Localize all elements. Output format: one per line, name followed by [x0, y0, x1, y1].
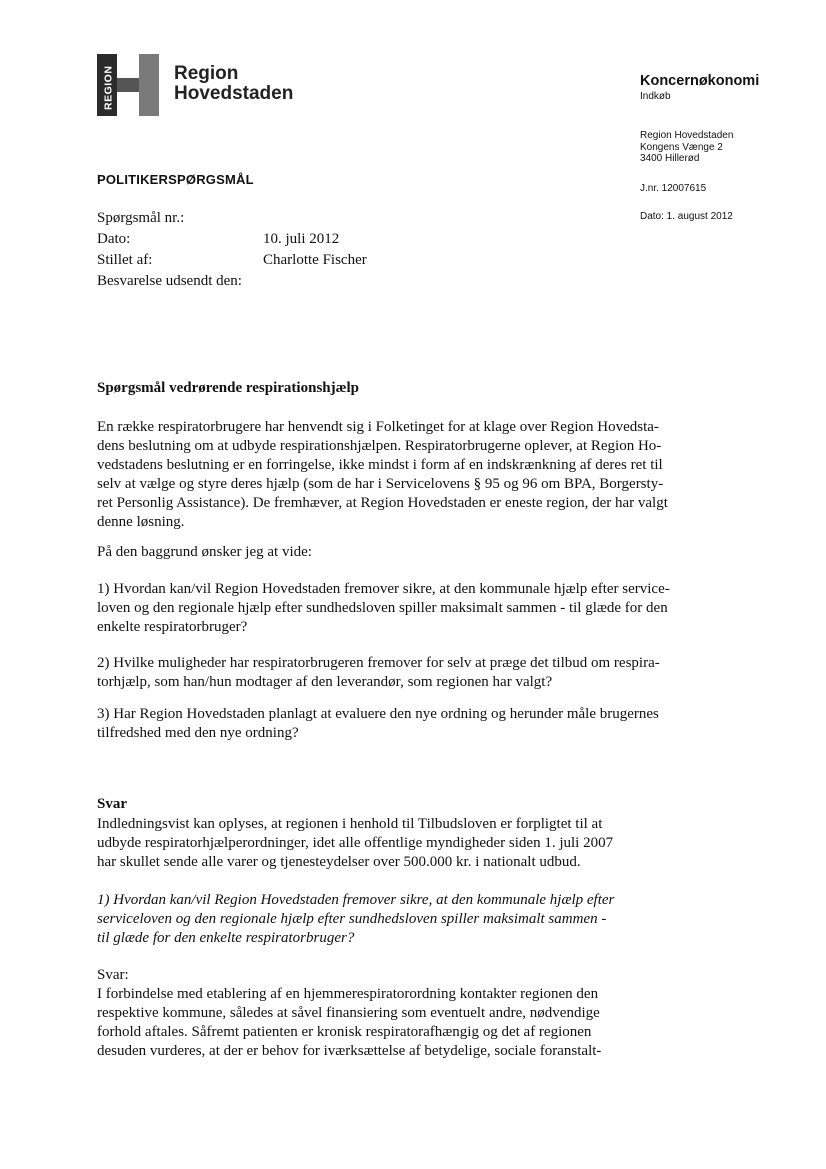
question-meta — [97, 208, 367, 292]
question-heading: Spørgsmål vedrørende respirationshjælp — [97, 380, 359, 396]
text-line: udbyde respiratorhjælperordninger, idet alle offentlige myndigheder siden 1. juli 2007 — [97, 835, 614, 851]
text-line: har skullet sende alle varer og tjenesteydelser over 500.000 kr. i nationalt udbud. — [97, 854, 581, 870]
sender-address — [640, 130, 733, 165]
meta-value: Charlotte Fischer — [263, 252, 367, 268]
answer-1 — [97, 985, 697, 1061]
meta-label: Dato: — [97, 231, 131, 247]
text-line: denne løsning. — [97, 514, 185, 530]
lead-in: På den baggrund ønsker jeg at vide: — [97, 544, 312, 560]
text-line: En række respiratorbrugere har henvendt sig i Folketinget for at klage over Region Hovedsta- — [97, 419, 659, 435]
text-line: I forbindelse med etablering af en hjemmerespiratorordning kontakter regionen den — [97, 986, 599, 1002]
logo-name-line1: Region — [174, 63, 239, 84]
text-line: 2) Hvilke muligheder har respiratorbrugeren fremover for selv at præge det tilbud om respira- — [97, 655, 660, 671]
meta-value: 10. juli 2012 — [263, 231, 340, 247]
logo-vertical-text: REGION — [102, 65, 115, 110]
intro-paragraph — [97, 418, 697, 532]
text-line: torhjælp, som han/hun modtager af den leverandør, som regionen har valgt? — [97, 674, 553, 690]
question-1 — [97, 580, 697, 637]
text-line: desuden vurderes, at der er behov for iværksættelse af betydelige, sociale foranstalt- — [97, 1043, 602, 1059]
meta-row — [97, 208, 367, 229]
text-line: 1) Hvordan kan/vil Region Hovedstaden fremover sikre, at den kommunale hjælp efter service- — [97, 581, 670, 597]
text-line: respektive kommune, således at såvel finansiering som eventuelt andre, nødvendige — [97, 1005, 600, 1021]
question-1-repeat — [97, 891, 697, 948]
region-hovedstaden-logo-mark — [97, 54, 159, 116]
text-line: forhold aftales. Såfremt patienten er kronisk respiratorafhængig og det af regionen — [97, 1024, 592, 1040]
text-line: enkelte respiratorbruger? — [97, 619, 248, 635]
answer-1-label: Svar: — [97, 967, 129, 983]
answer-intro — [97, 815, 697, 872]
text-line: vedstadens beslutning er en forringelse, ikke mindst i form af en indskrænkning af deres ret til — [97, 457, 663, 473]
text-line: 3) Har Region Hovedstaden planlagt at evaluere den nye ordning og herunder måle brugernes — [97, 706, 659, 722]
address-line: 3400 Hillerød — [640, 153, 700, 164]
department: Koncernøkonomi — [640, 73, 760, 89]
text-line: dens beslutning om at udbyde respirationshjælpen. Respiratorbrugerne oplever, at Region Ho- — [97, 438, 662, 454]
meta-label: Stillet af: — [97, 252, 153, 268]
text-line: serviceloven og den regionale hjælp efter sundhedsloven spiller maksimalt sammen - — [97, 911, 607, 927]
question-2 — [97, 654, 697, 692]
logo-wordmark — [174, 64, 293, 104]
text-line: ret Personlig Assistance). De fremhæver, at Region Hovedstaden er eneste region, der har valgt — [97, 495, 668, 511]
text-line: selv at vælge og styre deres hjælp (som de har i Servicelovens § 95 og 96 om BPA, Borgersty- — [97, 476, 664, 492]
text-line: tilfredshed med den nye ordning? — [97, 725, 299, 741]
letter-date: Dato: 1. august 2012 — [640, 211, 733, 222]
journal-number: J.nr. 12007615 — [640, 183, 707, 194]
text-line: 1) Hvordan kan/vil Region Hovedstaden fremover sikre, at den kommunale hjælp efter — [97, 892, 615, 908]
address-line: Region Hovedstaden — [640, 130, 734, 141]
meta-row — [97, 271, 367, 292]
subdepartment: Indkøb — [640, 91, 671, 102]
meta-label: Spørgsmål nr.: — [97, 210, 185, 226]
text-line: til glæde for den enkelte respiratorbruger? — [97, 930, 355, 946]
logo-name-line2: Hovedstaden — [174, 83, 294, 104]
text-line: Indledningsvist kan oplyses, at regionen i henhold til Tilbudsloven er forpligtet til at — [97, 816, 603, 832]
meta-label: Besvarelse udsendt den: — [97, 273, 242, 289]
text-line: loven og den regionale hjælp efter sundhedsloven spiller maksimalt sammen - til glæde for den — [97, 600, 668, 616]
document-type: POLITIKERSPØRGSMÅL — [97, 172, 254, 187]
answer-heading: Svar — [97, 796, 127, 812]
meta-row — [97, 250, 367, 271]
question-3 — [97, 705, 697, 743]
address-line: Kongens Vænge 2 — [640, 141, 723, 153]
meta-row — [97, 229, 367, 250]
